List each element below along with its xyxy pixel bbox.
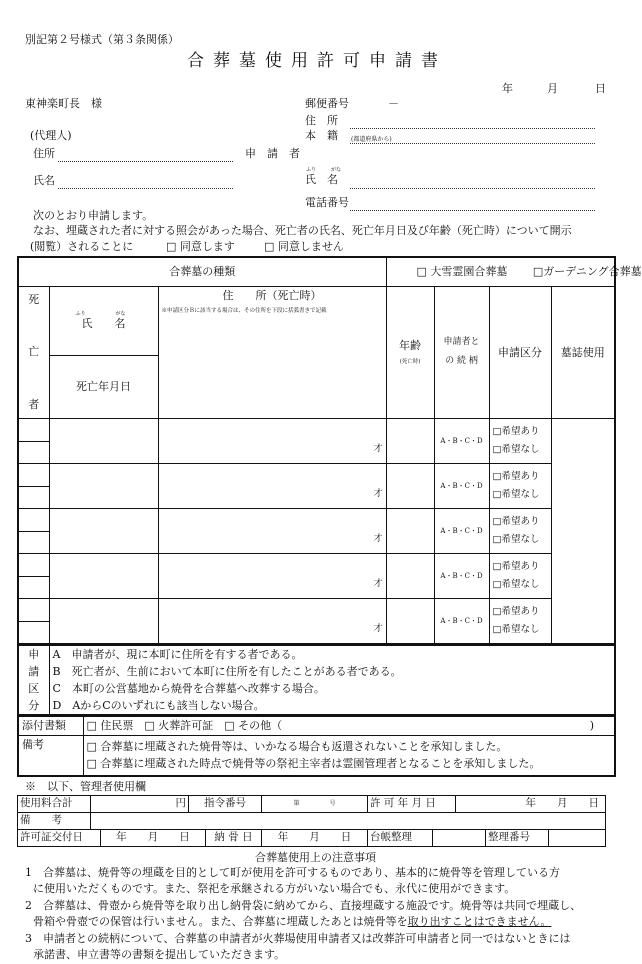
admin-heading: ※ 以下、管理者使用欄 [25,779,146,793]
admin-remarks-field[interactable] [91,812,606,829]
category-b: B 死亡者が、生前において本町に住所を有したことがある者である。 [52,665,402,678]
application-table [17,256,642,645]
number-field[interactable] [549,829,606,846]
grave-type-label: 合葬墓の種類 [18,257,386,286]
side-char: 申 [28,647,40,661]
note-3-line-2: 承諾書、申立書等の書類を提出していただきます。 [33,948,286,962]
note-1-line-1: 1 合葬墓は、焼骨等の埋蔵を目的として町が使用を許可するものであり、基本的に焼骨等を管理している方 [25,865,560,879]
remarks-label: 備考 [18,736,83,776]
agent-label: (代理人) [30,129,72,142]
deceased-row [18,554,615,577]
page-title: 合葬墓使用許可申請書 [187,51,447,71]
epitaph-yes-checkbox[interactable]: □希望あり [492,561,540,573]
deceased-age-field[interactable] [158,464,386,509]
disclosure-text: なお、埋蔵された者に対する照会があった場合、死亡者の氏名、死亡年月日及び年齢（死亡時）について開示 [33,224,572,237]
intro-text: 次のとおり申請します。 [33,209,154,222]
ledger-label: 台帳整理 [368,829,433,846]
note-3-line-1: 3 申請者との続柄について、合葬墓の申請者が火葬場使用申請者又は改葬許可申請者と同一ではないときには [25,931,571,945]
postal-dash[interactable]: － [388,97,399,110]
deceased-row [18,599,615,622]
header-epitaph: 墓誌使用 [551,286,615,419]
side-char: 死 [28,292,40,306]
deceased-death-date-field[interactable] [18,532,49,554]
deceased-address-field[interactable] [49,464,158,509]
deceased-age-field[interactable] [158,554,386,599]
remark-custodian-checkbox[interactable]: □ 合葬墓に埋蔵された時点で焼骨等の祭祀主宰者は霊園管理者となることを承知しました。 [86,757,541,771]
category-d: D AからCのいずれにも該当しない場合。 [52,699,265,713]
postal-label: 郵便番号 [305,97,349,110]
epitaph-options [489,554,551,599]
deceased-death-date-field[interactable] [18,442,49,464]
disclosure-text-2: (閲覧）されることに [30,240,134,253]
order-number-field[interactable] [262,795,368,812]
epitaph-yes-checkbox[interactable]: □希望あり [492,606,540,618]
name-furigana [305,167,345,173]
interment-label: 納 骨 日 [206,829,262,846]
agent-address-label: 住所 [33,147,55,160]
epitaph-options [489,509,551,554]
honseki-note: (都道府県から) [351,136,392,143]
deceased-name-field[interactable] [18,599,49,622]
header-address-note: ※申請区分Ｂに該当する場合は、その住所を下段に括弧書きで記載 [161,308,327,315]
ledger-field[interactable] [433,829,486,846]
honseki-label: 本 籍 [305,129,338,142]
header-relation-2: の 続 柄 [445,356,478,367]
epitaph-options [489,464,551,509]
age-unit: 才 [373,623,383,634]
deceased-category-select[interactable]: A・B・C・D [434,599,489,644]
furigana-1: ふり [75,310,86,317]
deceased-address-field[interactable] [49,509,158,554]
deceased-relation-field[interactable] [386,509,434,554]
epitaph-options [489,419,551,464]
epitaph-yes-checkbox[interactable]: □希望あり [492,426,540,438]
name-label-text: 氏 名 [305,173,338,186]
epitaph-yes-checkbox[interactable]: □希望あり [492,516,540,528]
issue-date-label: 許可証交付日 [18,829,101,846]
grave-type-taisetsu-checkbox[interactable]: □ 大雪霊園合葬墓 [416,264,508,278]
category-c: C 本町の公営墓地から焼骨を合葬墓へ改葬する場合。 [52,682,325,696]
phone-label: 電話番号 [305,196,349,209]
dai-label: 第 [293,799,300,807]
side-char: 請 [28,665,40,678]
deceased-name-field[interactable] [18,464,49,487]
attachments-options[interactable] [83,717,615,736]
go-label: 号 [329,799,336,807]
attachments-checkboxes[interactable]: □ 住民票 □ 火葬許可証 □ その他（ [86,719,283,733]
deceased-row [18,464,615,487]
deceased-name-field[interactable] [18,554,49,577]
deceased-death-date-field[interactable] [18,487,49,509]
name-label [305,167,345,186]
epitaph-no-checkbox[interactable]: □希望なし [492,579,540,591]
form-body [17,256,642,964]
age-unit: 才 [373,489,383,500]
deceased-age-field[interactable] [158,599,386,644]
deceased-row [18,509,615,532]
deceased-name-field[interactable] [18,419,49,442]
furigana-2: がな [115,310,126,317]
interment-date-field[interactable]: 年 月 日 [262,829,368,846]
agent-address-field[interactable] [58,161,233,162]
deceased-category-select[interactable]: A・B・C・D [434,554,489,599]
category-list [49,645,615,715]
yen-unit: 円 [175,797,186,810]
side-char: 者 [28,398,40,412]
consent-yes-checkbox[interactable]: □ 同意します [166,240,235,253]
category-side-label [18,645,49,715]
header-relation-1: 申請者と [443,337,480,348]
date-month: 月 [547,82,558,95]
note-2-line-1: 2 合葬墓は、骨壺から焼骨等を取り出し納骨袋に納めてから、直接埋蔵する施設です。焼骨等は共同で埋蔵し、 [25,898,582,912]
note-1-line-2: に使用いただくものです。また、祭祀を承継される方がいない場合でも、永代に使用ができます。 [33,882,516,896]
applicant-role-label: 申 請 者 [245,147,300,160]
furigana-1: ふり [306,167,317,173]
attachments-table [17,716,616,777]
category-a: A 申請者が、現に本町に住所を有する者である。 [52,647,303,661]
address-field[interactable] [350,128,595,129]
header-name [49,286,158,355]
side-char: 区 [28,682,40,696]
header-age [386,286,434,419]
permit-date-field[interactable]: 年 月 日 [456,795,606,812]
phone-field[interactable] [350,210,595,211]
permit-date-label: 許 可 年 月 日 [368,795,456,812]
name-field[interactable] [350,188,595,189]
header-age-note: (死亡時) [399,358,421,365]
deceased-category-select[interactable]: A・B・C・D [434,419,489,464]
remarks [83,736,615,776]
agent-name-field[interactable] [58,188,233,189]
epitaph-no-checkbox[interactable]: □希望なし [492,444,540,456]
deceased-row [18,419,615,442]
deceased-name-field[interactable] [18,509,49,532]
deceased-relation-field[interactable] [386,419,434,464]
deceased-address-field[interactable] [49,419,158,464]
agent-name-label: 氏名 [33,174,55,187]
age-unit: 才 [373,579,383,590]
deceased-death-date-field[interactable] [18,622,49,644]
note-2-emphasis: 取り出すことはできません。 [407,915,552,929]
deceased-relation-field[interactable] [386,554,434,599]
notes-title: 合葬墓使用上の注意事項 [255,850,376,864]
order-label: 指令番号 [189,795,262,812]
honseki-field[interactable] [350,143,595,144]
header-death-date: 死亡年月日 [49,355,158,419]
attachments-close: ) [589,719,594,733]
deceased-address-field[interactable] [49,554,158,599]
deceased-category-select[interactable]: A・B・C・D [434,509,489,554]
deceased-death-date-field[interactable] [18,577,49,599]
side-char: 亡 [28,345,40,359]
address-label: 住 所 [305,114,338,127]
deceased-relation-field[interactable] [386,464,434,509]
admin-remarks-label: 備 考 [18,812,91,829]
consent-no-checkbox[interactable]: □ 同意しません [264,240,344,253]
deceased-side-label [18,286,49,419]
attachments-label: 添付書類 [18,717,83,736]
deceased-category-select[interactable]: A・B・C・D [434,464,489,509]
fee-label: 使用料合計 [18,795,91,812]
epitaph-options [489,599,551,644]
epitaph-yes-checkbox[interactable]: □希望あり [492,471,540,483]
form-reference: 別記第２号様式（第３条関係） [25,33,179,46]
deceased-relation-field[interactable] [386,599,434,644]
addressee: 東神楽町長 様 [25,97,102,110]
number-label: 整理番号 [486,829,549,846]
header-age-text: 年齢 [399,339,421,353]
header-relation [434,286,489,419]
furigana-2: がな [331,167,342,173]
notes-list [25,865,614,964]
deceased-age-field[interactable] [158,419,386,464]
header-category: 申請区分 [489,286,551,419]
deceased-age-field[interactable] [158,509,386,554]
side-char: 分 [28,699,40,713]
epitaph-no-checkbox[interactable]: □希望なし [492,534,540,546]
note-2-line-2: 骨箱や骨壺での保管は行いません。また、合葬墓に埋蔵したあとは焼骨等を [33,915,408,929]
header-name-text: 氏 名 [81,316,126,330]
epitaph-no-checkbox[interactable]: □希望なし [492,624,540,636]
age-unit: 才 [373,444,383,455]
header-address-text: 住 所（死亡時） [222,288,322,302]
age-unit: 才 [373,534,383,545]
header-name-furigana [53,311,155,317]
admin-table [17,795,606,847]
date-year: 年 [502,82,513,95]
category-table [17,645,616,716]
issue-date-field[interactable]: 年 月 日 [101,829,206,846]
grave-type-options [386,257,642,286]
epitaph-no-checkbox[interactable]: □希望なし [492,489,540,501]
grave-type-gardening-checkbox[interactable]: □ガーデニング合葬墓 [532,264,642,278]
date-day: 日 [595,82,606,95]
header-address [158,286,386,419]
deceased-address-field[interactable] [49,599,158,644]
fee-field[interactable] [91,795,189,812]
remark-no-return-checkbox[interactable]: □ 合葬墓に埋蔵された焼骨等は、いかなる場合も返還されないことを承知しました。 [86,740,508,754]
